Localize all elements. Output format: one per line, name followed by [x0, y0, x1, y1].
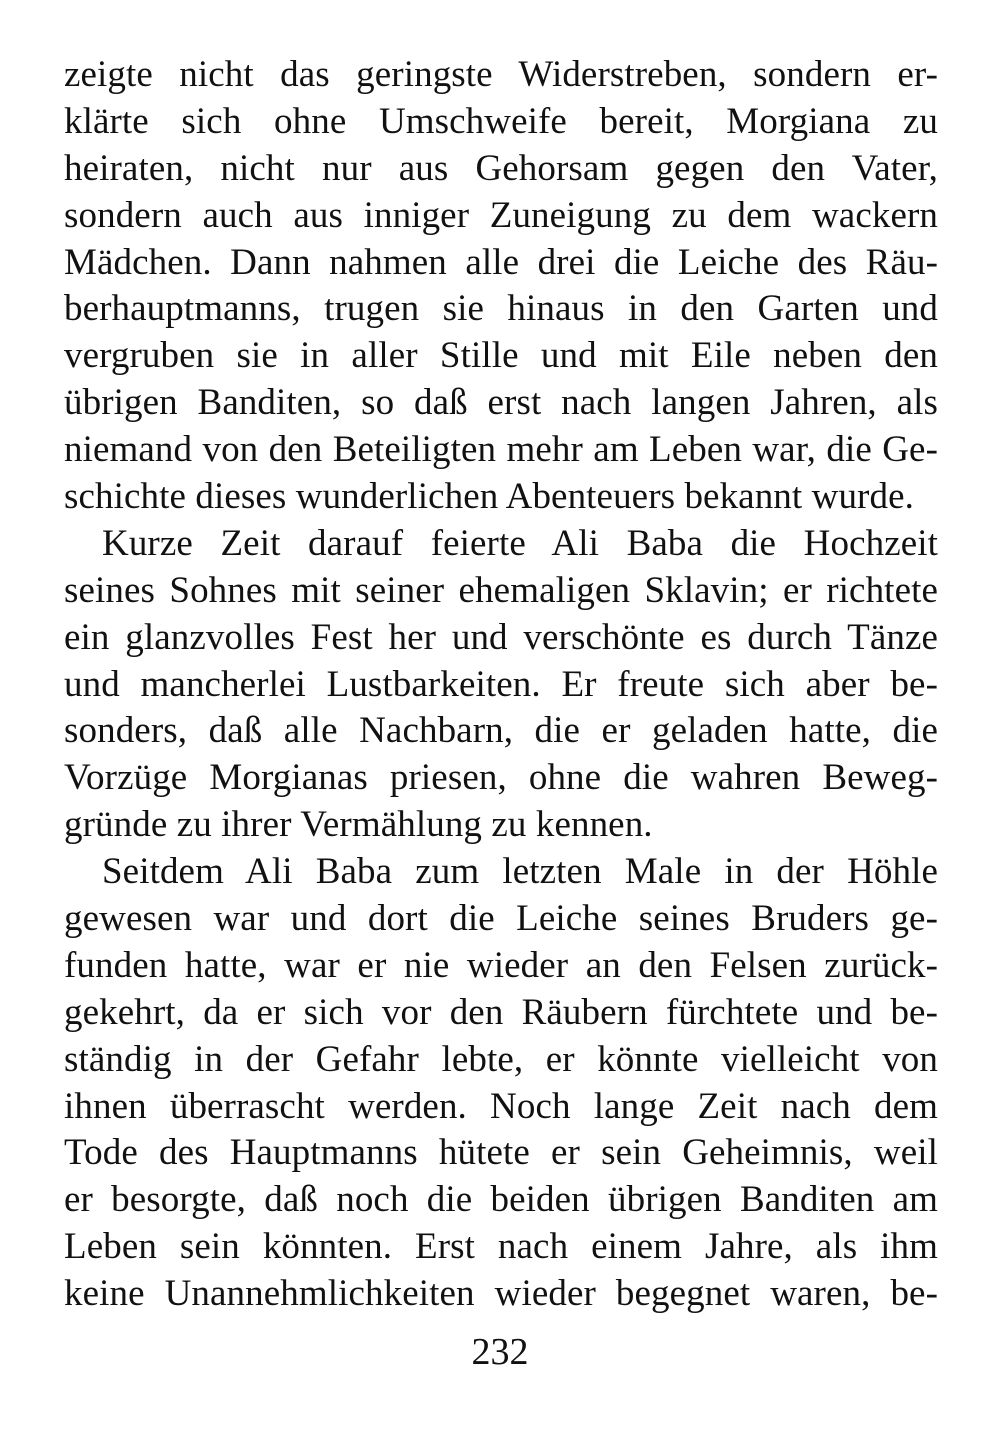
text-line: keine Unannehmlichkeiten wieder begegnet waren, be-: [64, 1273, 938, 1315]
page-number: 232: [471, 1331, 529, 1373]
paragraph-2: [64, 521, 938, 849]
text-line: ständig in der Gefahr lebte, er könnte vielleicht von: [64, 1038, 938, 1080]
text-line: sonders, daß alle Nachbarn, die er geladen hatte, die: [64, 710, 938, 752]
text-line: Kurze Zeit darauf feierte Ali Baba die Hochzeit: [102, 522, 938, 564]
text-line: Mädchen. Dann nahmen alle drei die Leiche des Räu-: [64, 241, 938, 283]
text-line: ein glanzvolles Fest her und verschönte es durch Tänze: [64, 616, 938, 658]
paragraph-1: [64, 52, 938, 521]
text-line: übrigen Banditen, so daß erst nach langen Jahren, als: [64, 382, 938, 424]
text-line: funden hatte, war er nie wieder an den Felsen zurück-: [64, 944, 938, 986]
text-line: ihnen überrascht werden. Noch lange Zeit nach dem: [64, 1085, 938, 1127]
text-line: gewesen war und dort die Leiche seines Bruders ge-: [64, 898, 938, 940]
text-line: niemand von den Beteiligten mehr am Leben war, die Ge-: [64, 429, 938, 471]
text-line: klärte sich ohne Umschweife bereit, Morgiana zu: [64, 100, 938, 142]
text-line: heiraten, nicht nur aus Gehorsam gegen den Vater,: [64, 147, 938, 189]
text-line: Seitdem Ali Baba zum letzten Male in der Höhle: [102, 851, 938, 893]
text-line: gekehrt, da er sich vor den Räubern fürchtete und be-: [64, 991, 938, 1033]
text-line: Vorzüge Morgianas priesen, ohne die wahren Beweg-: [64, 757, 938, 799]
text-line: seines Sohnes mit seiner ehemaligen Sklavin; er richtete: [64, 569, 938, 611]
text-line: vergruben sie in aller Stille und mit Eile neben den: [64, 335, 938, 377]
text-line: schichte dieses wunderlichen Abenteuers bekannt wurde.: [64, 476, 914, 518]
body-text: [64, 52, 938, 1318]
text-line: er besorgte, daß noch die beiden übrigen Banditen am: [64, 1179, 938, 1221]
text-line: zeigte nicht das geringste Widerstreben, sondern er-: [64, 54, 938, 95]
text-line: Tode des Hauptmanns hütete er sein Geheimnis, weil: [64, 1132, 938, 1174]
paragraph-3: [64, 849, 938, 1318]
text-line: und mancherlei Lustbarkeiten. Er freute sich aber be-: [64, 663, 938, 705]
text-line: Leben sein könnten. Erst nach einem Jahre, als ihm: [64, 1226, 938, 1268]
text-line: sondern auch aus inniger Zuneigung zu dem wackern: [64, 194, 938, 236]
text-line: berhauptmanns, trugen sie hinaus in den Garten und: [64, 288, 938, 330]
text-line: gründe zu ihrer Vermählung zu kennen.: [64, 804, 653, 846]
